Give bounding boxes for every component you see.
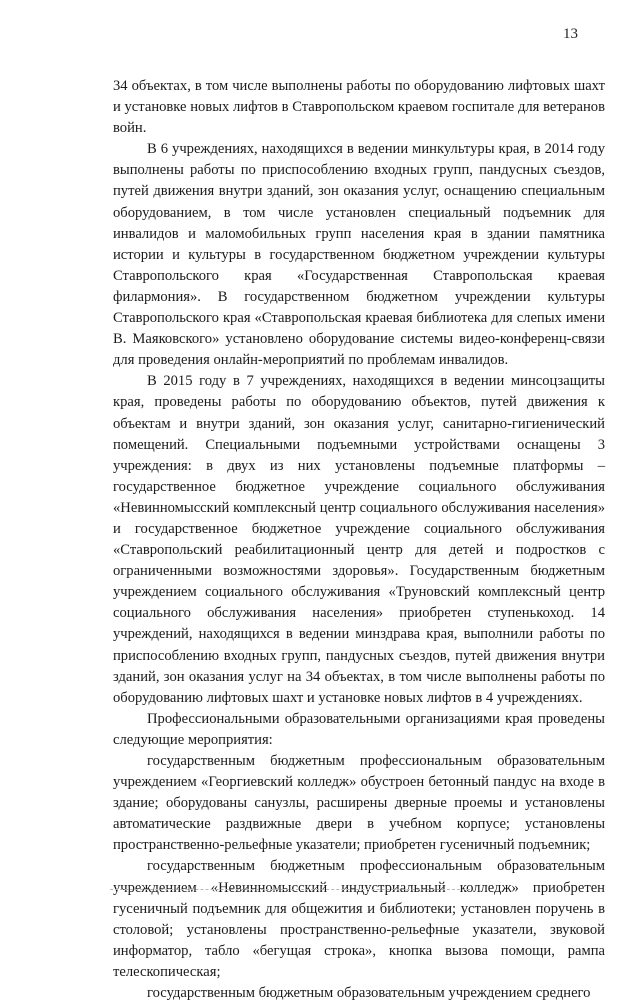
paragraph-lift-shafts: 34 объектах, в том числе выполнены работы по оборудованию лифтовых шахт и установке новых лифтов в Ставропольском краевом госпитале для ветеранов войн. bbox=[113, 78, 605, 137]
paragraph-secondary-education: государственным бюджетным образовательным учреждением среднего bbox=[147, 985, 591, 1002]
document-body bbox=[113, 76, 605, 1004]
paragraph-nevinnomyssk-college: государственным бюджетным профессиональным образовательным учреждением «Невинномысский индустриальный колледж» приобретен гусеничный подъемник для общежития и библиотеки; установлен поручень в столовой; установлены пространственно-рельефные указатели, звуковой информатор, табло «бегущая строка», кнопка вызова помощи, рампа телескопическая; bbox=[113, 858, 605, 980]
paragraph-georgievsk-college: государственным бюджетным профессиональным образовательным учреждением «Георгиевский колледж» обустроен бетонный пандус на входе в здание; оборудованы санузлы, расширены дверные проемы и установлены автоматические раздвижные двери в учебном корпусе; установлены пространственно-рельефные указатели; приобретен гусеничный подъемник; bbox=[113, 753, 605, 854]
footer-scan-line bbox=[110, 889, 470, 890]
paragraph-culture-institutions: В 6 учреждениях, находящихся в ведении минкультуры края, в 2014 году выполнены работы по приспособлению входных групп, пандусных съездов, путей движения внутри зданий, зон оказания услуг, оснащению специальным оборудованием, в том числе установлен специальный подъемник для инвалидов и маломобильных групп населения края в здании памятника истории и культуры в государственном бюджетном учреждении культуры Ставропольского края «Государственная Ставропольская краевая филармония». В государственном бюджетном учреждении культуры Ставропольского края «Ставропольская краевая библиотека для слепых имени В. Маяковского» установлено оборудование системы видео-конференц-связи для проведения онлайн-мероприятий по проблемам инвалидов. bbox=[113, 141, 605, 369]
paragraph-education-intro: Профессиональными образовательными организациями края проведены следующие мероприятия: bbox=[113, 710, 605, 748]
page-number: 13 bbox=[563, 26, 578, 42]
paragraph-social-protection-2015: В 2015 году в 7 учреждениях, находящихся в ведении минсоцзащиты края, проведены работы по оборудованию объектов, путей движения к объектам и внутри зданий, зон оказания услуг, санитарно-гигиенический помещений. Специальными подъемными устройствами оснащены 3 учреждения: в двух из них установлены подъемные платформы – государственное бюджетное учреждение социального обслуживания «Невинномысский комплексный центр социального обслуживания населения» и государственное бюджетное учреждение социального обслуживания «Ставропольский реабилитационный центр для детей и подростков с ограниченными возможностями здоровья». Государственным бюджетным учреждением социального обслуживания «Труновский комплексный центр социального обслуживания населения» приобретен ступенькоход. 14 учреждений, находящихся в ведении минздрава края, выполнили работы по приспособлению входных групп, пандусных съездов, путей движения внутри зданий, зон оказания услуг на 34 объектах, в том числе выполнены работы по оборудованию лифтовых шахт и установке новых лифтов в 4 учреждениях. bbox=[113, 373, 605, 706]
